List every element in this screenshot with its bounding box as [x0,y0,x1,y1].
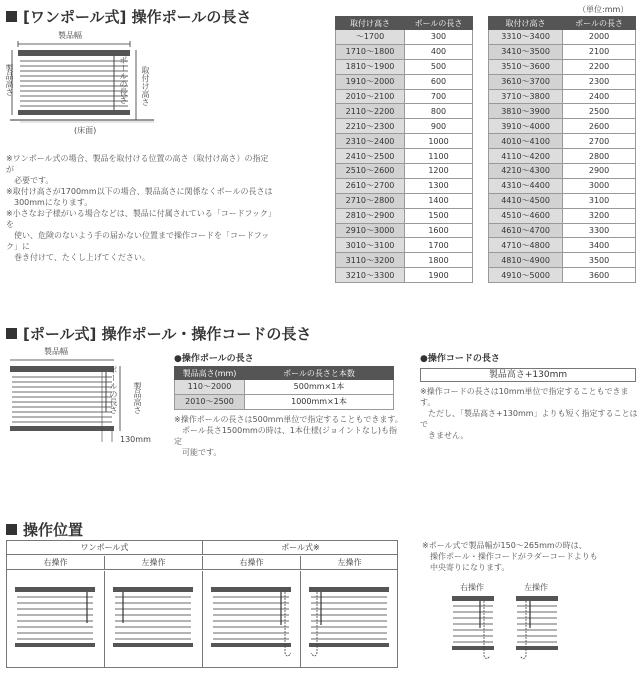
table-header: ポールの長さ [563,17,636,30]
table-cell-key: 4410～4500 [489,193,563,208]
table-cell-value: 3000 [563,178,636,193]
table-cell-value: 3100 [563,193,636,208]
unit-note: （単位:mm） [578,5,629,14]
sub-header: 右操作 [203,556,301,570]
table-row [336,223,473,238]
section-title-one-pole [6,6,251,27]
table-header: ポールの長さ [405,17,473,30]
blind-right-pole-icon [209,583,295,663]
note-line: ポール長さ1500mmの時は、1本仕様(ジョイントなし)も指定 [174,426,397,446]
table-cell-key: 3610～3700 [489,74,563,89]
table-header: ポールの長さと本数 [245,367,394,380]
table-cell-value: 800 [405,104,473,119]
table-row [336,30,473,45]
table-cell-key: 2110～2200 [336,104,405,119]
note-line: 中央寄りになります。 [422,563,510,572]
section-title-pole [6,323,311,344]
table-cell-value: 2700 [563,134,636,149]
table-cell-value: 3500 [563,253,636,268]
table-cell-key: 3110～3200 [336,253,405,268]
table-cell-value: 1000 [405,134,473,149]
table-row [489,238,636,253]
table-cell-key: 4110～4200 [489,149,563,164]
table-row [175,394,394,409]
pole-length-heading: ●操作ポールの長さ [174,354,254,364]
one-pole-notes [6,153,276,263]
section-title-text: [ポール式] 操作ポール・操作コードの長さ [23,325,312,343]
table-cell-key: 1910～2000 [336,74,405,89]
height-label: 製品高さ [5,64,14,96]
table-row [489,223,636,238]
note-line: ※小さなお子様がいる場合などは、製品に付属されている「コードフック」を [6,209,276,229]
table-cell-key: 2010～2500 [175,394,245,409]
table-cell-key: 1710～1800 [336,44,405,59]
table-cell-value: 2200 [563,59,636,74]
table-row [489,104,636,119]
table-cell-value: 1600 [405,223,473,238]
note-line: 必要です。 [6,176,54,185]
table-cell-value: 1100 [405,149,473,164]
table-cell-value: 2300 [563,74,636,89]
table-cell-value: 1200 [405,164,473,179]
table-cell-value: 1400 [405,193,473,208]
table-cell-key: 3410～3500 [489,44,563,59]
table-cell-value: 1500 [405,208,473,223]
operation-position-grid [6,540,398,668]
note-line: 使い、危険のないよう手の届かない位置まで操作コードを「コードフック」に [6,231,270,251]
narrow-left-label: 左操作 [524,583,548,592]
table-cell-key: 4310～4400 [489,178,563,193]
narrow-blind-left-icon [514,594,560,664]
table-cell-value: 500 [405,59,473,74]
narrow-blind-right-icon [450,594,496,664]
group-header-one-pole: ワンポール式 [7,541,203,555]
table-row [336,134,473,149]
table-cell-key: 2410～2500 [336,149,405,164]
pole-length-table-right [488,16,636,283]
table-row [336,193,473,208]
sub-header: 左操作 [301,556,398,570]
table-cell-value: 2900 [563,164,636,179]
pole-length-label: ポールの長さ [109,366,118,414]
table-row [489,208,636,223]
table-row [336,119,473,134]
pole-length-label: ポールの長さ [119,56,128,104]
table-row [489,59,636,74]
note-line: ※操作ポールの長さは500mm単位で指定することもできます。 [174,415,403,424]
table-row [489,253,636,268]
sub-header: 左操作 [105,556,203,570]
table-row [336,164,473,179]
table-cell-key: 1810～1900 [336,59,405,74]
table-cell-key: 2610～2700 [336,178,405,193]
table-row [489,193,636,208]
floor-label: (床面) [74,126,97,135]
table-cell-key: 2910～3000 [336,223,405,238]
cord-length-heading: ●操作コードの長さ [420,354,500,364]
pole-length-table-left [335,16,473,283]
table-cell-key: 4210～4300 [489,164,563,179]
table-row [489,178,636,193]
note-line: ※取付け高さが1700mm以下の場合、製品高さに関係なくポールの長さは [6,187,273,196]
table-cell-value: 2500 [563,104,636,119]
table-cell-value: 2600 [563,119,636,134]
table-row [336,178,473,193]
table-cell-value: 900 [405,119,473,134]
one-pole-diagram [4,31,166,140]
note-line: ※操作コードの長さは10mm単位で指定することもできます。 [420,387,629,407]
table-cell-value: 2800 [563,149,636,164]
table-cell-key: 3310～3400 [489,30,563,45]
table-cell-value: 3300 [563,223,636,238]
mount-height-label: 取付け高さ [141,66,150,106]
width-label: 製品幅 [58,31,82,40]
blind-left-one-pole-icon [111,583,197,659]
table-cell-key: 3910～4000 [489,119,563,134]
square-bullet-icon [6,328,17,339]
table-cell-value: 1300 [405,178,473,193]
table-cell-key: 3010～3100 [336,238,405,253]
table-row [489,119,636,134]
table-cell-value: 1700 [405,238,473,253]
note-line: ※ポール式で製品幅が150～265mmの時は、 [422,541,587,550]
table-cell-key: 2210～2300 [336,119,405,134]
table-cell-value: 1800 [405,253,473,268]
table-cell-key: 3710～3800 [489,89,563,104]
table-cell-value: 1000mm×1本 [245,394,394,409]
sub-header: 右操作 [7,556,105,570]
table-cell-key: ～1700 [336,30,405,45]
height-label: 製品高さ [133,382,142,414]
table-cell-key: 3210～3300 [336,268,405,283]
table-cell-key: 2510～2600 [336,164,405,179]
position-notes [422,540,632,573]
table-cell-value: 600 [405,74,473,89]
table-cell-key: 3810～3900 [489,104,563,119]
table-cell-key: 2010～2100 [336,89,405,104]
pole-diagram [4,347,164,452]
table-header: 製品高さ(mm) [175,367,245,380]
table-row [336,59,473,74]
section-title-text: 操作位置 [23,521,84,539]
table-cell-key: 4010～4100 [489,134,563,149]
width-label: 製品幅 [44,347,68,356]
cord-length-notes [420,386,642,441]
note-line: 300mmになります。 [6,198,93,207]
table-cell-key: 3510～3600 [489,59,563,74]
table-row [489,164,636,179]
note-line: 巻き付けて、たくし上げてください。 [6,253,150,262]
table-cell-key: 2810～2900 [336,208,405,223]
table-cell-key: 4910～5000 [489,268,563,283]
table-row [489,30,636,45]
note-line: 可能です。 [174,448,222,457]
blind-left-pole-icon [307,583,393,663]
table-row [336,74,473,89]
section-title-position [6,519,83,540]
table-row [336,268,473,283]
square-bullet-icon [6,11,17,22]
section-title-text: [ワンポール式] 操作ポールの長さ [23,8,252,26]
table-row [489,149,636,164]
table-row [489,268,636,283]
table-cell-value: 500mm×1本 [245,380,394,395]
table-row [336,253,473,268]
table-cell-value: 3600 [563,268,636,283]
table-cell-value: 700 [405,89,473,104]
table-row [489,74,636,89]
table-row [336,89,473,104]
table-row [336,238,473,253]
note-line: ただし、「製品高さ+130mm」よりも短く指定することはで [420,409,638,429]
blind-right-one-pole-icon [13,583,99,659]
table-cell-key: 4810～4900 [489,253,563,268]
table-header: 取付け高さ [489,17,563,30]
table-cell-value: 2400 [563,89,636,104]
table-cell-value: 2100 [563,44,636,59]
table-row [336,104,473,119]
offset-label: 130mm [120,435,151,444]
group-header-pole: ポール式※ [203,541,398,555]
table-cell-value: 300 [405,30,473,45]
note-line: 操作ポール・操作コードがラダーコードよりも [422,552,598,561]
table-cell-key: 2310～2400 [336,134,405,149]
table-row [489,134,636,149]
table-cell-key: 4710～4800 [489,238,563,253]
table-cell-value: 1900 [405,268,473,283]
table-row [336,208,473,223]
square-bullet-icon [6,524,17,535]
table-cell-value: 3200 [563,208,636,223]
narrow-right-label: 右操作 [460,583,484,592]
table-header: 取付け高さ [336,17,405,30]
table-cell-key: 110～2000 [175,380,245,395]
table-cell-key: 4610～4700 [489,223,563,238]
note-line: きません。 [420,431,469,440]
table-row [175,380,394,395]
table-cell-key: 4510～4600 [489,208,563,223]
pole-length-count-table [174,366,394,410]
table-row [336,149,473,164]
table-row [489,44,636,59]
pole-length-notes [174,414,404,458]
note-line: ※ワンポール式の場合、製品を取付ける位置の高さ（取付け高さ）の指定が [6,154,269,174]
table-cell-value: 2000 [563,30,636,45]
table-cell-key: 2710～2800 [336,193,405,208]
table-cell-value: 3400 [563,238,636,253]
cord-length-value: 製品高さ+130mm [420,368,636,382]
table-row [336,44,473,59]
table-row [489,89,636,104]
table-cell-value: 400 [405,44,473,59]
